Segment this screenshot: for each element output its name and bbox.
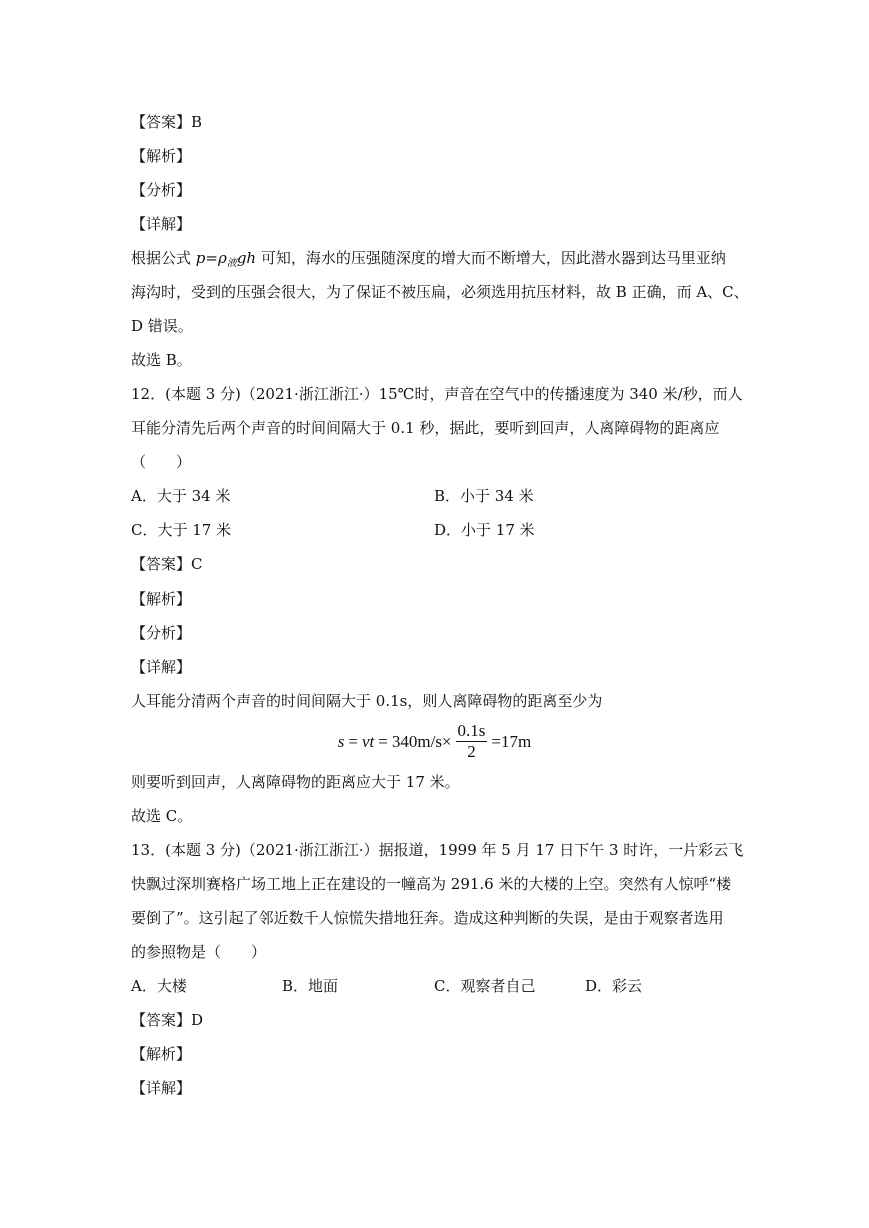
q12-fenxi-heading: 【分析】 [131,624,192,642]
q11-analysis-heading: 【解析】 [131,147,192,165]
q11-conclusion: 故选 B。 [131,351,192,369]
q12-option-d: D．小于 17 米 [434,521,535,539]
q11-exp-rho: ρ [217,249,227,267]
formula-result: =17m [491,731,532,751]
formula-denominator: 2 [467,742,476,761]
q11-explanation-line-2: 海沟时，受到的压强会很大，为了保证不被压扁，必须选用抗压材料，故 B 正确，而 A、C、 [131,283,749,301]
q11-exp-p: p [195,249,206,267]
q13-detail-heading: 【详解】 [131,1079,192,1097]
formula-speed: 340m/s× [391,731,452,751]
q11-exp-eq: = [205,249,218,267]
q12-formula [0,722,869,761]
q13-option-d: D．彩云 [585,977,643,995]
formula-numerator: 0.1s [457,721,486,740]
q12-option-a: A．大于 34 米 [131,487,231,505]
q12-stem-line-3: （ ） [131,453,192,471]
q12-stem-line-2: 耳能分清先后两个声音的时间间隔大于 0.1 秒，据此，要听到回声，人离障碍物的距离应 [131,419,720,437]
formula-s: s [337,731,345,751]
q12-explanation-line-2: 则要听到回声，人离障碍物的距离应大于 17 米。 [131,773,460,791]
formula-eq-2: = [378,731,388,751]
formula-vt: vt [362,731,375,751]
q12-conclusion: 故选 C。 [131,807,193,825]
q11-exp-sub: 液 [226,258,237,269]
q12-analysis-heading: 【解析】 [131,590,192,608]
formula-fraction [456,722,488,761]
q13-option-b: B．地面 [282,977,339,995]
q13-answer: 【答案】D [131,1011,204,1029]
q12-answer: 【答案】C [131,555,203,573]
q12-stem-line-1: 12．(本题 3 分)（2021·浙江浙江·）15℃时，声音在空气中的传播速度为 340 米/秒，而人 [131,385,743,403]
q13-option-a: A．大楼 [131,977,187,995]
q13-stem-line-2: 快飘过深圳赛格广场工地上正在建设的一幢高为 291.6 米的大楼的上空。突然有人惊呼“楼 [131,875,732,893]
q11-exp-gh: gh [236,249,257,267]
q13-option-c: C．观察者自己 [434,977,536,995]
q13-stem-line-1: 13．(本题 3 分)（2021·浙江浙江·）据报道，1999 年 5 月 17 日下午 3 时许，一片彩云飞 [131,841,744,859]
q11-explanation-line-1 [131,248,726,268]
q11-answer: 【答案】B [131,113,203,131]
q11-detail-heading: 【详解】 [131,215,192,233]
q13-analysis-heading: 【解析】 [131,1045,192,1063]
q13-stem-line-3: 要倒了”。这引起了邻近数千人惊慌失措地狂奔。造成这种判断的失误，是由于观察者选用 [131,909,724,927]
q12-detail-heading: 【详解】 [131,658,192,676]
q11-exp-pre: 根据公式 [131,249,192,267]
q12-explanation-line-1: 人耳能分清两个声音的时间间隔大于 0.1s，则人离障碍物的距离至少为 [131,692,603,710]
q11-explanation-line-3: D 错误。 [131,317,193,335]
formula-eq-1: = [348,731,358,751]
q11-exp-post: 可知，海水的压强随深度的增大而不断增大，因此潜水器到达马里亚纳 [260,249,726,267]
q13-stem-line-4: 的参照物是（ ） [131,943,267,961]
q12-option-b: B．小于 34 米 [434,487,534,505]
q11-fenxi-heading: 【分析】 [131,181,192,199]
q12-option-c: C．大于 17 米 [131,521,232,539]
